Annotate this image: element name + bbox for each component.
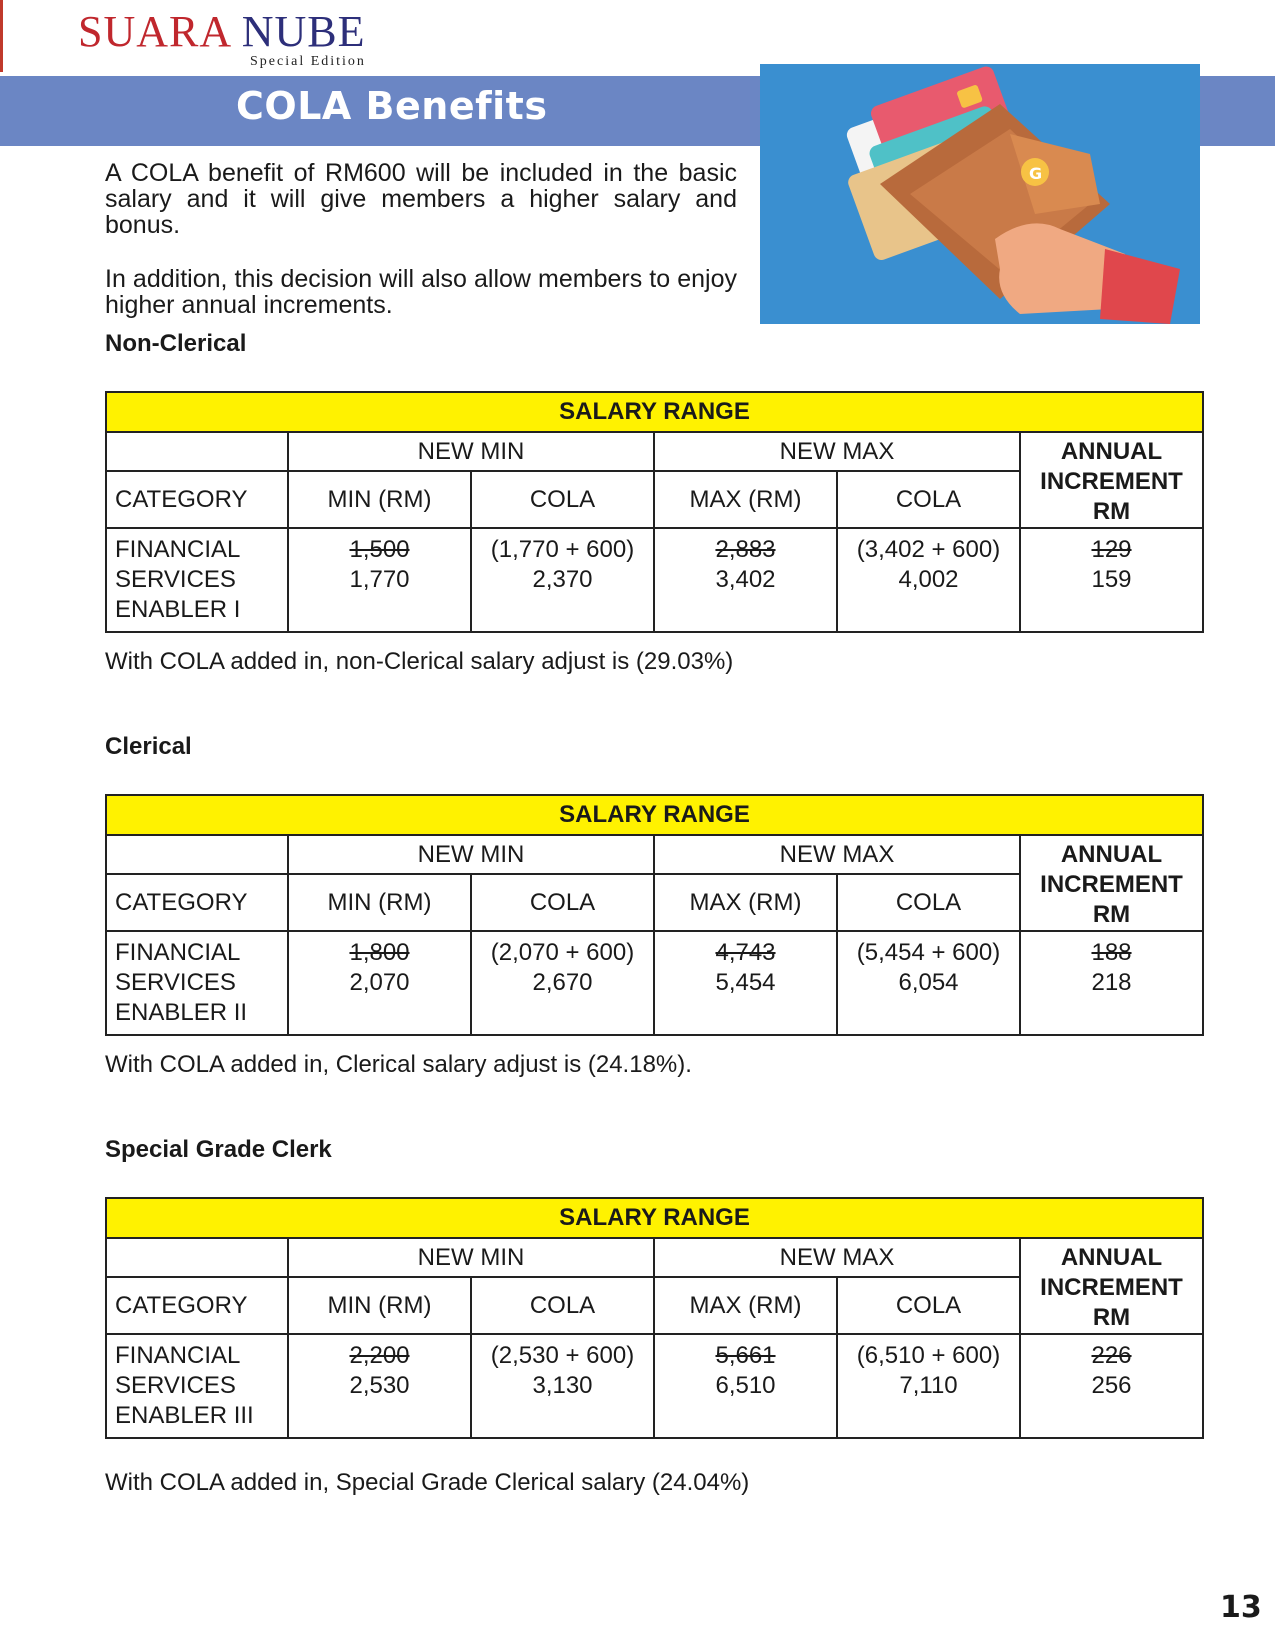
annual-line-1: ANNUAL <box>1060 438 1163 465</box>
annual-line-2: INCREMENT <box>1040 871 1183 898</box>
category-line-3: ENABLER III <box>115 1402 254 1429</box>
min-cola-total: 2,670 <box>532 969 593 996</box>
category-line-2: SERVICES <box>115 1372 236 1399</box>
min-cola-formula: (1,770 + 600) <box>490 536 635 563</box>
min-cola-formula: (2,070 + 600) <box>490 939 635 966</box>
min-cola-cell <box>471 528 654 632</box>
category-cell <box>106 1334 288 1438</box>
max-new-value: 5,454 <box>715 969 776 996</box>
category-line-3: ENABLER II <box>115 999 248 1026</box>
max-cola-total: 7,110 <box>899 1372 958 1399</box>
max-cell <box>654 931 837 1035</box>
min-cola-formula: (2,530 + 600) <box>490 1342 635 1369</box>
new-min-header: NEW MIN <box>288 432 654 471</box>
increment-cell <box>1020 931 1203 1035</box>
adjustment-note: With COLA added in, non-Clerical salary adjust is (29.03%) <box>105 648 734 675</box>
min-new-value: 1,770 <box>349 566 410 593</box>
min-cola-total: 3,130 <box>532 1372 593 1399</box>
min-new-value: 2,070 <box>349 969 410 996</box>
annual-line-2: INCREMENT <box>1040 1274 1183 1301</box>
annual-line-2: INCREMENT <box>1040 468 1183 495</box>
category-header: CATEGORY <box>106 471 288 528</box>
max-cola-header: COLA <box>837 471 1020 528</box>
annual-increment-header <box>1020 432 1203 528</box>
min-cola-total: 2,370 <box>532 566 593 593</box>
max-cola-header: COLA <box>837 874 1020 931</box>
category-line-2: SERVICES <box>115 566 236 593</box>
min-cola-header: COLA <box>471 874 654 931</box>
annual-line-3: RM <box>1092 1304 1131 1331</box>
max-old-value: 4,743 <box>715 939 776 966</box>
min-new-value: 2,530 <box>349 1372 410 1399</box>
new-max-header: NEW MAX <box>654 432 1020 471</box>
table-row <box>106 931 1203 1035</box>
max-cola-cell <box>837 931 1020 1035</box>
category-cell <box>106 931 288 1035</box>
category-cell <box>106 528 288 632</box>
salary-table <box>105 794 1204 1036</box>
annual-increment-header <box>1020 835 1203 931</box>
category-line-1: FINANCIAL <box>115 1342 241 1369</box>
salary-range-header: SALARY RANGE <box>106 795 1203 835</box>
increment-old-value: 129 <box>1091 536 1132 563</box>
new-min-header: NEW MIN <box>288 835 654 874</box>
category-header: CATEGORY <box>106 1277 288 1334</box>
max-old-value: 2,883 <box>715 536 776 563</box>
min-cell <box>288 931 471 1035</box>
max-cola-formula: (3,402 + 600) <box>856 536 1001 563</box>
annual-increment-header <box>1020 1238 1203 1334</box>
salary-table <box>105 391 1204 633</box>
min-cola-cell <box>471 1334 654 1438</box>
intro-paragraph-2: In addition, this decision will also allow members to enjoy higher annual increments. <box>105 265 737 319</box>
max-new-value: 3,402 <box>715 566 776 593</box>
svg-text:G: G <box>1029 164 1043 183</box>
max-cola-cell <box>837 528 1020 632</box>
wallet-illustration <box>760 64 1200 324</box>
increment-new-value: 218 <box>1091 969 1132 996</box>
annual-line-3: RM <box>1092 901 1131 928</box>
min-cola-header: COLA <box>471 1277 654 1334</box>
category-line-1: FINANCIAL <box>115 939 241 966</box>
max-rm-header: MAX (RM) <box>654 874 837 931</box>
annual-line-1: ANNUAL <box>1060 841 1163 868</box>
max-cola-cell <box>837 1334 1020 1438</box>
page-title: COLA Benefits <box>236 84 548 128</box>
min-cell <box>288 1334 471 1438</box>
min-rm-header: MIN (RM) <box>288 471 471 528</box>
salary-table <box>105 1197 1204 1439</box>
new-min-header: NEW MIN <box>288 1238 654 1277</box>
max-cell <box>654 1334 837 1438</box>
table-row <box>106 1334 1203 1438</box>
category-line-1: FINANCIAL <box>115 536 241 563</box>
adjustment-note: With COLA added in, Special Grade Clerical salary (24.04%) <box>105 1469 750 1496</box>
masthead-subtitle: Special Edition <box>250 54 366 69</box>
category-line-3: ENABLER I <box>115 596 241 623</box>
adjustment-note: With COLA added in, Clerical salary adjust is (24.18%). <box>105 1051 692 1078</box>
increment-cell <box>1020 1334 1203 1438</box>
annual-line-3: RM <box>1092 498 1131 525</box>
max-rm-header: MAX (RM) <box>654 1277 837 1334</box>
min-old-value: 1,500 <box>349 536 410 563</box>
increment-cell <box>1020 528 1203 632</box>
section-heading: Special Grade Clerk <box>105 1136 332 1163</box>
salary-range-header: SALARY RANGE <box>106 1198 1203 1238</box>
min-old-value: 1,800 <box>349 939 410 966</box>
max-cola-formula: (5,454 + 600) <box>856 939 1001 966</box>
blank-header-cell <box>106 835 288 874</box>
increment-new-value: 256 <box>1091 1372 1132 1399</box>
blank-header-cell <box>106 432 288 471</box>
masthead-title <box>78 8 366 56</box>
salary-range-header: SALARY RANGE <box>106 392 1203 432</box>
max-cola-total: 6,054 <box>898 969 959 996</box>
intro-paragraph-1: A COLA benefit of RM600 will be included in the basic salary and it will give members a higher salary and bonus. <box>105 159 737 239</box>
min-cell <box>288 528 471 632</box>
new-max-header: NEW MAX <box>654 1238 1020 1277</box>
page-edge-accent <box>0 0 3 72</box>
annual-line-1: ANNUAL <box>1060 1244 1163 1271</box>
max-cola-formula: (6,510 + 600) <box>856 1342 1001 1369</box>
max-old-value: 5,661 <box>715 1342 776 1369</box>
min-old-value: 2,200 <box>349 1342 410 1369</box>
min-rm-header: MIN (RM) <box>288 1277 471 1334</box>
max-rm-header: MAX (RM) <box>654 471 837 528</box>
increment-old-value: 226 <box>1091 1342 1132 1369</box>
max-cola-header: COLA <box>837 1277 1020 1334</box>
wallet-icon <box>760 64 1200 324</box>
category-header: CATEGORY <box>106 874 288 931</box>
section-heading: Non-Clerical <box>105 330 247 357</box>
table-row <box>106 528 1203 632</box>
masthead-nube: NUBE <box>241 7 366 56</box>
category-line-2: SERVICES <box>115 969 236 996</box>
masthead <box>78 7 366 69</box>
min-cola-header: COLA <box>471 471 654 528</box>
new-max-header: NEW MAX <box>654 835 1020 874</box>
section-heading: Clerical <box>105 733 192 760</box>
max-cell <box>654 528 837 632</box>
min-cola-cell <box>471 931 654 1035</box>
max-new-value: 6,510 <box>715 1372 776 1399</box>
increment-new-value: 159 <box>1091 566 1132 593</box>
masthead-suara: SUARA <box>78 7 230 56</box>
max-cola-total: 4,002 <box>898 566 959 593</box>
min-rm-header: MIN (RM) <box>288 874 471 931</box>
blank-header-cell <box>106 1238 288 1277</box>
page-number: 13 <box>1220 1590 1262 1625</box>
increment-old-value: 188 <box>1091 939 1132 966</box>
